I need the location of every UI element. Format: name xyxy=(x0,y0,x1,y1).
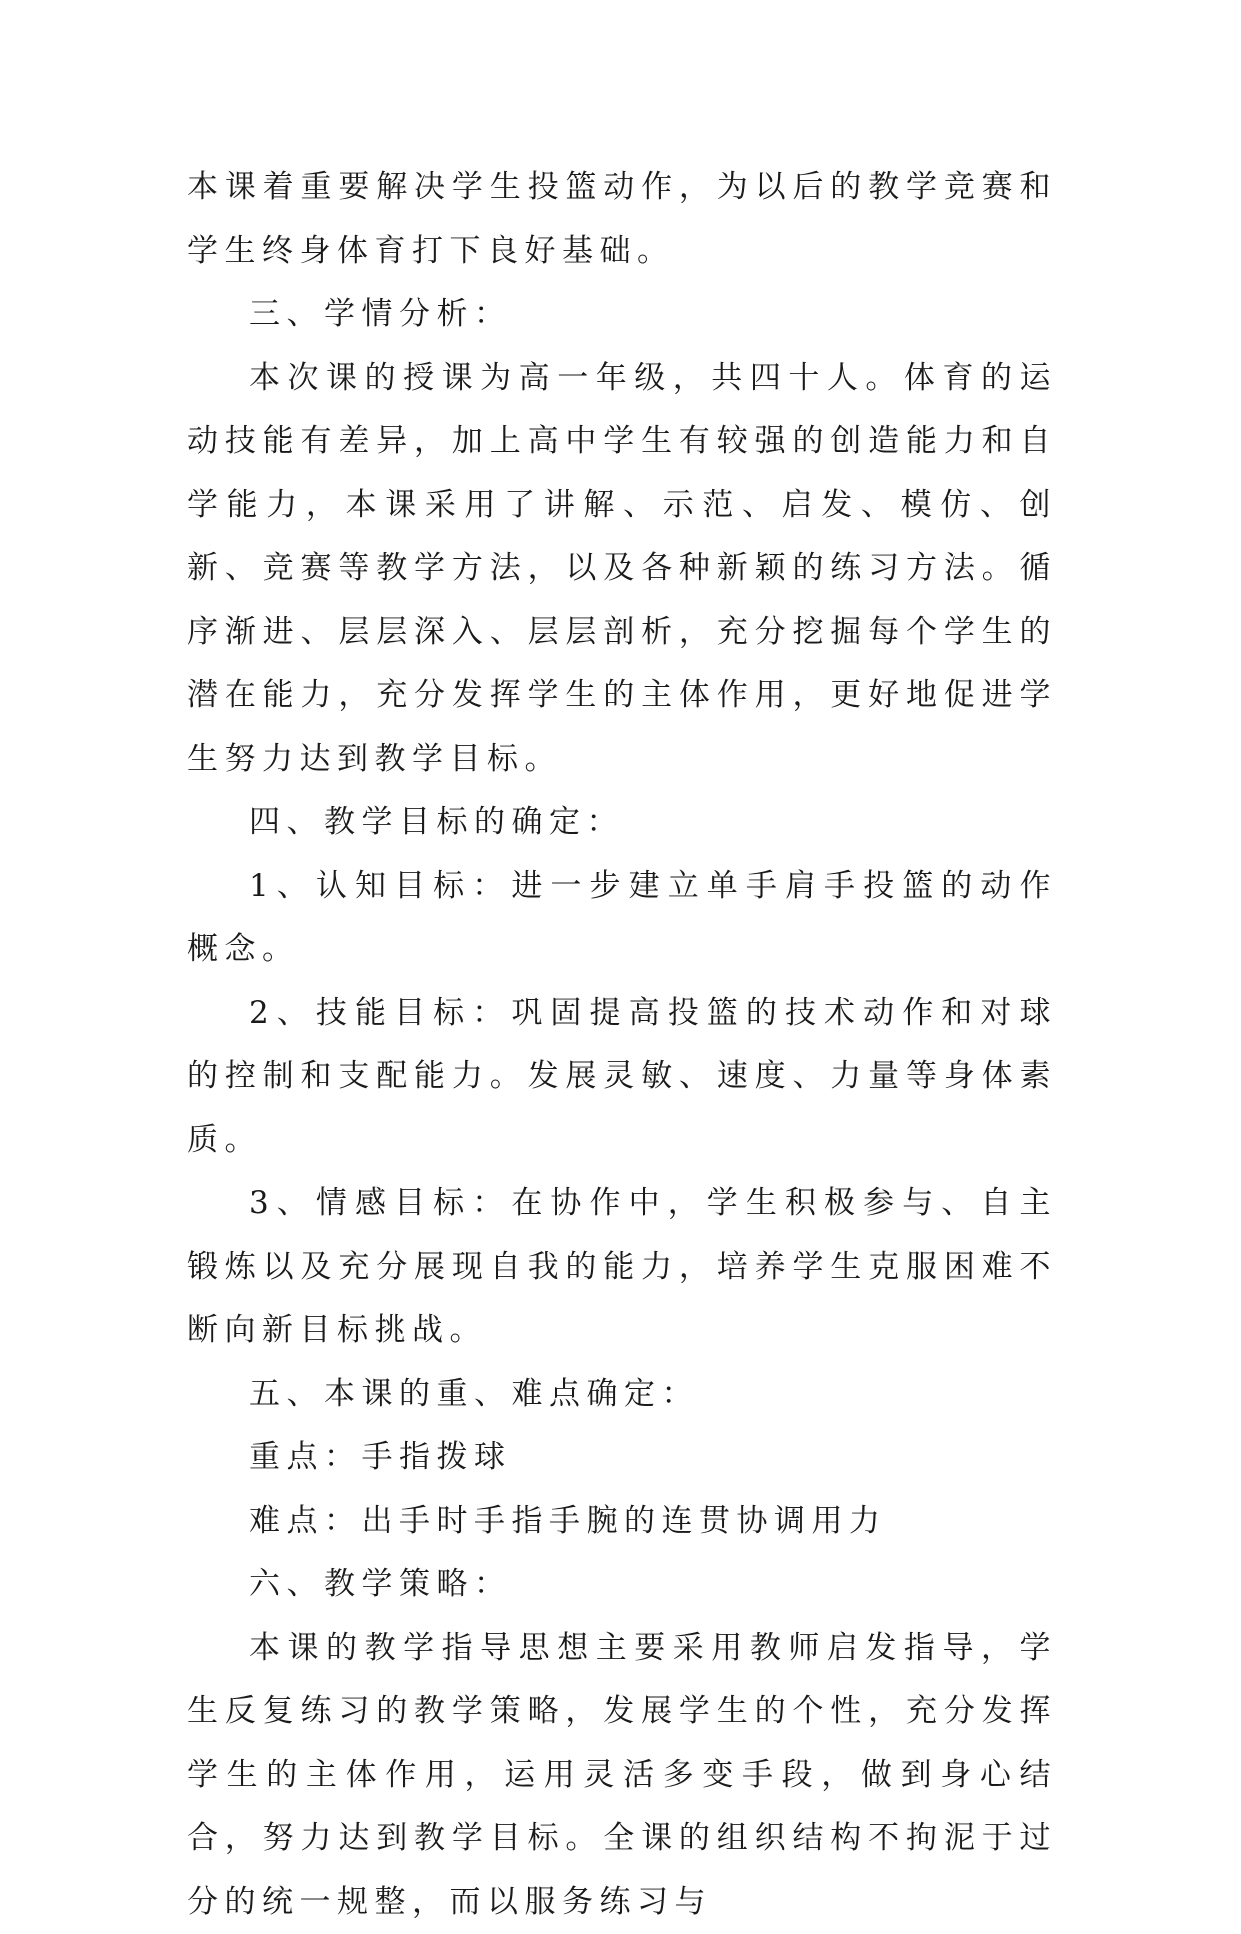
document-body xyxy=(187,156,1057,1934)
objective-item: 2、技能目标：巩固提高投篮的技术动作和对球的控制和支配能力。发展灵敏、速度、力量等身体素质。 xyxy=(187,982,1057,1173)
objective-item: 1、认知目标：进一步建立单手肩手投篮的动作概念。 xyxy=(187,855,1057,982)
objective-item: 3、情感目标：在协作中，学生积极参与、自主锻炼以及充分展现自我的能力，培养学生克服困难不断向新目标挑战。 xyxy=(187,1172,1057,1363)
section-heading-teaching-strategy: 六、教学策略： xyxy=(187,1553,1057,1617)
difficult-point-item: 难点：出手时手指手腕的连贯协调用力 xyxy=(187,1490,1057,1554)
paragraph: 本课的教学指导思想主要采用教师启发指导，学生反复练习的教学策略，发展学生的个性，充分发挥学生的主体作用，运用灵活多变手段，做到身心结合，努力达到教学目标。全课的组织结构不拘泥于过分的统一规整，而以服务练习与 xyxy=(187,1617,1057,1934)
section-heading-teaching-objectives: 四、教学目标的确定： xyxy=(187,791,1057,855)
section-heading-learning-analysis: 三、学情分析： xyxy=(187,283,1057,347)
paragraph: 本次课的授课为高一年级，共四十人。体育的运动技能有差异，加上高中学生有较强的创造能力和自学能力，本课采用了讲解、示范、启发、模仿、创新、竞赛等教学方法，以及各种新颖的练习方法。循序渐进、层层深入、层层剖析，充分挖掘每个学生的潜在能力，充分发挥学生的主体作用，更好地促进学生努力达到教学目标。 xyxy=(187,347,1057,792)
paragraph: 本课着重要解决学生投篮动作，为以后的教学竞赛和学生终身体育打下良好基础。 xyxy=(187,156,1057,283)
key-point-item: 重点：手指拨球 xyxy=(187,1426,1057,1490)
section-heading-key-points: 五、本课的重、难点确定： xyxy=(187,1363,1057,1427)
